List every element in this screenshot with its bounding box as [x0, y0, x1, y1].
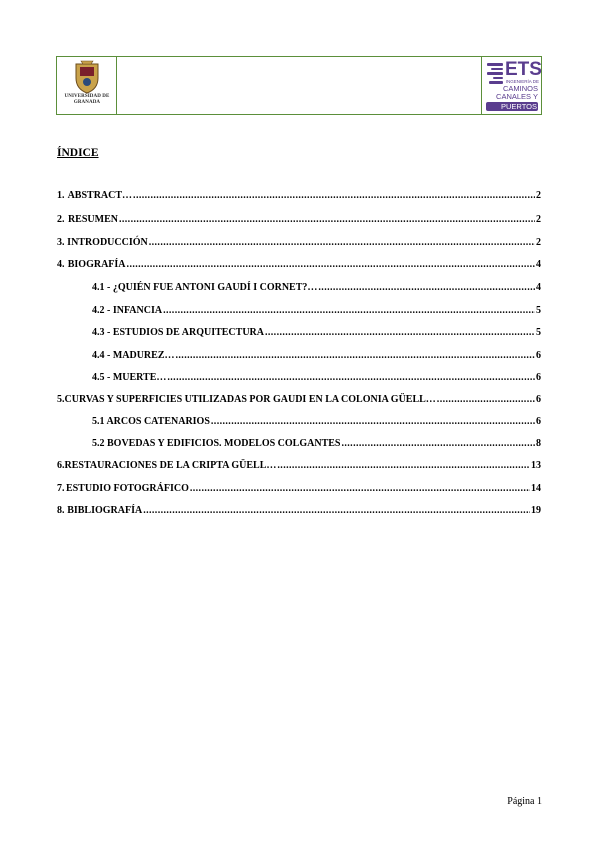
header-divider-right [481, 57, 482, 114]
page-header [56, 56, 542, 115]
toc-entry-label: RESTAURACIONES DE LA CRIPTA GÜELL… [64, 460, 277, 471]
toc-entry-number: 2. [57, 214, 65, 225]
toc-entry-number: 7. [57, 483, 65, 494]
toc-leader-dots [127, 259, 535, 270]
ets-puertos: PUERTOS [501, 102, 537, 111]
toc-subentry[interactable] [92, 305, 541, 319]
toc-entry-page: 2 [536, 237, 541, 248]
toc-entry-page: 6 [536, 372, 541, 383]
toc-entry-label: 4.1 - ¿QUIÉN FUE ANTONI GAUDÍ I CORNET?… [92, 282, 318, 293]
toc-entry-label: 5.1 ARCOS CATENARIOS [92, 416, 210, 427]
toc-entry-label: 4.2 - INFANCIA [92, 305, 163, 316]
toc-entry-number: 6. [57, 460, 65, 471]
toc-leader-dots [133, 190, 535, 201]
toc-leader-dots [190, 483, 530, 494]
toc-entry-page: 4 [536, 259, 541, 270]
toc-entry[interactable] [57, 483, 541, 497]
toc-subentry[interactable] [92, 282, 541, 296]
toc-leader-dots [437, 394, 535, 405]
toc-leader-dots [265, 327, 535, 338]
toc-entry-label: 4.4 - MADUREZ… [92, 350, 175, 361]
toc-leader-dots [341, 438, 535, 449]
toc-entry-page: 2 [536, 190, 541, 201]
toc-leader-dots [277, 460, 530, 471]
university-of-granada-logo [60, 60, 114, 112]
toc-entry-page: 5 [536, 305, 541, 316]
toc-entry-number: 5. [57, 394, 65, 405]
toc-subentry[interactable] [92, 350, 541, 364]
toc-entry-label: ABSTRACT… [67, 190, 133, 201]
toc-entry[interactable] [57, 214, 541, 228]
toc-entry-page: 6 [536, 350, 541, 361]
toc-subentry[interactable] [92, 438, 541, 452]
toc-subentry[interactable] [92, 372, 541, 386]
toc-entry[interactable] [57, 505, 541, 519]
ets-letters: ETS [505, 59, 542, 80]
toc-entry-label: RESUMEN [67, 214, 118, 225]
toc-entry-number: 3. [57, 237, 65, 248]
toc-subentry[interactable] [92, 327, 541, 341]
university-name: UNIVERSIDAD DE GRANADA [64, 94, 110, 105]
toc-title: ÍNDICE [57, 147, 99, 159]
toc-entry-page: 14 [531, 483, 541, 494]
toc-entry-label: 4.3 - ESTUDIOS DE ARQUITECTURA [92, 327, 264, 338]
toc-leader-dots [176, 350, 536, 361]
toc-leader-dots [163, 305, 535, 316]
toc-leader-dots [119, 214, 535, 225]
toc-entry-page: 13 [531, 460, 541, 471]
toc-entry[interactable] [57, 394, 541, 408]
toc-subentry[interactable] [92, 416, 541, 430]
toc-entry[interactable] [57, 460, 541, 474]
ets-caminos-canales: CAMINOS CANALES Y [496, 84, 538, 101]
coat-of-arms-icon [72, 60, 102, 94]
toc-entry-label: ESTUDIO FOTOGRÁFICO [65, 483, 189, 494]
toc-entry-label: INTRODUCCIÓN [67, 237, 148, 248]
toc-leader-dots [143, 505, 530, 516]
toc-entry-page: 4 [536, 282, 541, 293]
toc-entry-page: 19 [531, 505, 541, 516]
toc-entry-page: 2 [536, 214, 541, 225]
toc-entry[interactable] [57, 190, 541, 204]
toc-leader-dots [211, 416, 535, 427]
toc-entry-page: 8 [536, 438, 541, 449]
toc-entry[interactable] [57, 259, 541, 273]
toc-entry-page: 5 [536, 327, 541, 338]
toc-entry-number: 4. [57, 259, 65, 270]
header-divider-left [116, 57, 117, 114]
toc-leader-dots [318, 282, 535, 293]
toc-entry[interactable] [57, 237, 541, 251]
toc-entry-page: 6 [536, 394, 541, 405]
ets-caminos-logo [483, 59, 541, 113]
toc-entry-number: 1. [57, 190, 65, 201]
toc-entry-label: BIOGRAFÍA [67, 259, 126, 270]
page-number: Página 1 [507, 796, 542, 807]
toc-entry-page: 6 [536, 416, 541, 427]
toc-leader-dots [167, 372, 535, 383]
toc-entry-label: BIBLIOGRAFÍA [67, 505, 143, 516]
ets-subtitle: INGENIERÍA DE [505, 79, 539, 84]
toc-leader-dots [149, 237, 535, 248]
toc-entry-label: CURVAS Y SUPERFICIES UTILIZADAS POR GAUDI EN LA COLONIA GÜELL… [64, 394, 436, 405]
toc-entry-label: 4.5 - MUERTE… [92, 372, 167, 383]
toc-entry-number: 8. [57, 505, 65, 516]
toc-entry-label: 5.2 BOVEDAS Y EDIFICIOS. MODELOS COLGANTES [92, 438, 341, 449]
